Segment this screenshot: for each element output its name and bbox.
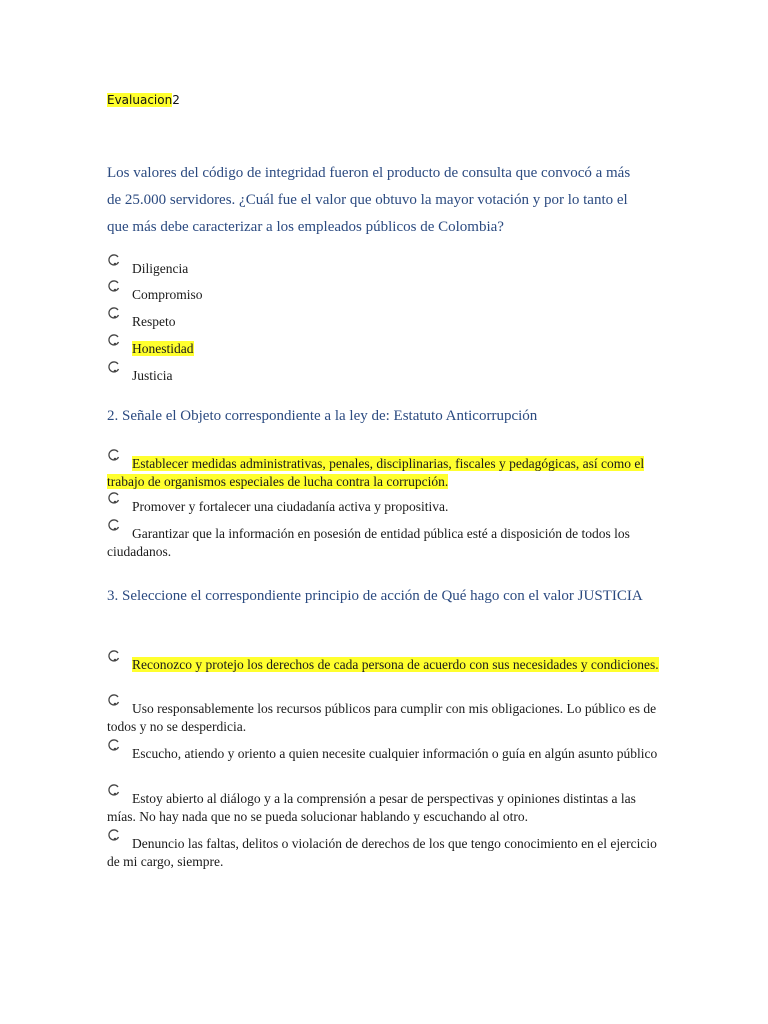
document-title (107, 93, 180, 107)
radio-icon[interactable] (107, 280, 120, 293)
radio-icon[interactable] (107, 254, 120, 267)
q3-option-3[interactable] (107, 745, 667, 763)
radio-icon[interactable] (107, 449, 120, 462)
option-label: Compromiso (132, 287, 203, 302)
q1-option-justicia[interactable] (107, 367, 667, 385)
q3-option-5[interactable] (107, 835, 667, 871)
option-label: Denuncio las faltas, delitos o violación de derechos de los que tengo conocimiento en el ejercicio de mi cargo, siempre. (107, 836, 657, 869)
option-label: Estoy abierto al diálogo y a la comprensión a pesar de perspectivas y opiniones distintas a las mías. No hay nada que no se pueda solucionar hablando y escuchando al otro. (107, 791, 636, 824)
q1-option-compromiso[interactable] (107, 286, 667, 304)
radio-icon[interactable] (107, 334, 120, 347)
title-number: 2 (172, 93, 180, 107)
q3-option-4[interactable] (107, 790, 667, 826)
option-label-highlighted: Establecer medidas administrativas, penales, disciplinarias, fiscales y pedagógicas, así como el trabajo de organismos especiales de lucha contra la corrupción. (107, 456, 645, 489)
option-label: Promover y fortalecer una ciudadanía activa y propositiva. (132, 499, 449, 514)
option-label: Justicia (132, 368, 173, 383)
option-label: Respeto (132, 314, 176, 329)
q3-option-2[interactable] (107, 700, 667, 736)
question-3: 3. Seleccione el correspondiente principio de acción de Qué hago con el valor JUSTICIA (107, 588, 643, 604)
q2-option-3[interactable] (107, 525, 667, 561)
option-label-highlighted: Reconozco y protejo los derechos de cada persona de acuerdo con sus necesidades y condiciones. (132, 657, 659, 672)
option-label: Diligencia (132, 261, 189, 276)
radio-icon[interactable] (107, 492, 120, 505)
option-label: Garantizar que la información en posesión de entidad pública esté a disposición de todos los ciudadanos. (107, 526, 630, 559)
q1-option-diligencia[interactable] (107, 260, 667, 278)
q2-option-2[interactable] (107, 498, 667, 516)
radio-icon[interactable] (107, 739, 120, 752)
radio-icon[interactable] (107, 650, 120, 663)
q1-option-respeto[interactable] (107, 313, 667, 331)
radio-icon[interactable] (107, 361, 120, 374)
q1-option-honestidad[interactable] (107, 340, 667, 358)
option-label-wrap (107, 455, 667, 491)
radio-icon[interactable] (107, 784, 120, 797)
option-label-wrap (107, 340, 667, 358)
q2-option-1[interactable] (107, 455, 667, 491)
option-label: Uso responsablemente los recursos públicos para cumplir con mis obligaciones. Lo público es de todos y no se desperdicia. (107, 701, 657, 734)
option-label: Escucho, atiendo y oriento a quien necesite cualquier información o guía en algún asunto público (132, 746, 658, 761)
title-highlighted: Evaluacion (107, 93, 173, 107)
question-1: Los valores del código de integridad fueron el producto de consulta que convocó a más de 25.000 servidores. ¿Cuál fue el valor que obtuvo la mayor votación y por lo tanto el que más debe caracterizar a los empleados públicos de Colombia? (107, 165, 631, 235)
option-label-highlighted: Honestidad (132, 341, 194, 356)
radio-icon[interactable] (107, 694, 120, 707)
q3-option-1[interactable] (107, 656, 667, 674)
radio-icon[interactable] (107, 829, 120, 842)
radio-icon[interactable] (107, 519, 120, 532)
question-2: 2. Señale el Objeto correspondiente a la ley de: Estatuto Anticorrupción (107, 408, 538, 424)
option-label-wrap (107, 656, 667, 674)
radio-icon[interactable] (107, 307, 120, 320)
